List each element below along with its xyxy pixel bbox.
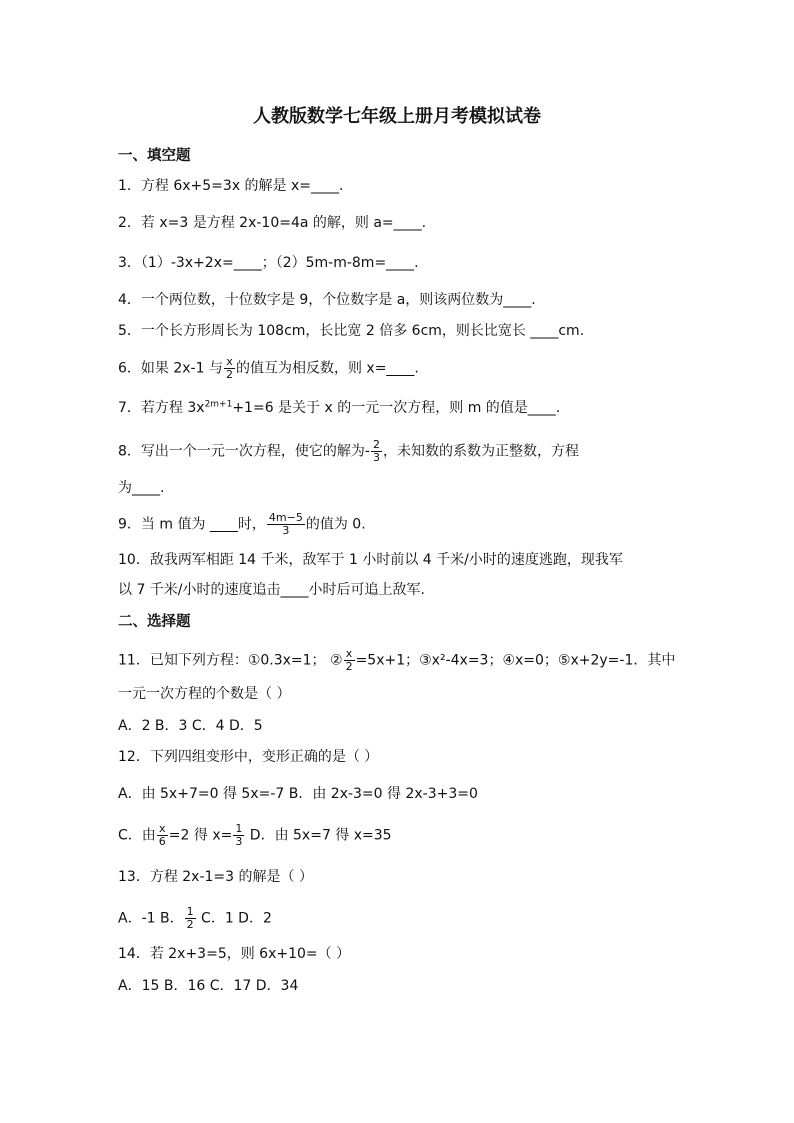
question-7-text-after: +1=6 是关于 x 的一元一次方程，则 m 的值是____. xyxy=(232,400,561,416)
question-11-line-2: 一元一次方程的个数是（ ） xyxy=(118,686,291,702)
fraction-1-over-2 xyxy=(185,906,196,931)
question-9-text-before: 9．当 m 值为 ____时， xyxy=(118,516,266,533)
question-9-text-after: 的值为 0. xyxy=(305,516,366,533)
question-14-stem: 14．若 2x+3=5，则 6x+10=（ ） xyxy=(118,946,351,962)
option-c-text-mid: =2 得 x= xyxy=(168,827,233,844)
fraction-numerator: x xyxy=(344,648,355,661)
question-14-options: A．15 B．16 C．17 D．34 xyxy=(118,978,299,994)
fraction-x-over-2 xyxy=(224,356,235,381)
question-3: 3．（1）-3x+2x=____；（2）5m-m-8m=____. xyxy=(118,255,419,271)
section-heading-fill-in: 一、填空题 xyxy=(118,148,191,164)
fraction-denominator: 2 xyxy=(225,368,233,381)
question-12-stem: 12．下列四组变形中，变形正确的是（ ） xyxy=(118,749,379,765)
fraction-denominator: 6 xyxy=(158,835,166,848)
fraction-numerator: 1 xyxy=(186,905,194,918)
page-title: 人教版数学七年级上册月考模拟试卷 xyxy=(253,106,541,127)
fraction-1-over-3 xyxy=(233,823,244,848)
fraction-numerator: 1 xyxy=(235,822,243,835)
question-12-options-ab: A．由 5x+7=0 得 5x=-7 B．由 2x-3=0 得 2x-3+3=0 xyxy=(118,786,478,802)
question-9 xyxy=(118,512,366,537)
question-13-options xyxy=(118,906,272,931)
fraction-numerator: 4m−5 xyxy=(268,511,303,524)
question-10-line-1: 10．敌我两军相距 14 千米，敌军于 1 小时前以 4 千米/小时的速度逃跑，现我军 xyxy=(118,552,623,568)
question-6 xyxy=(118,356,419,381)
option-d-text: D．由 5x=7 得 x=35 xyxy=(245,827,392,844)
fraction-x-over-6 xyxy=(157,823,168,848)
question-8-text-after: ，未知数的系数为正整数，方程 xyxy=(382,443,579,460)
question-12-options-cd xyxy=(118,823,392,848)
question-11-options: A．2 B．3 C．4 D．5 xyxy=(118,718,263,734)
fraction-numerator: x xyxy=(224,356,235,369)
fraction-numerator: x xyxy=(157,823,168,836)
question-7-text-before: 7．若方程 3x xyxy=(118,400,205,416)
fraction-2-over-3 xyxy=(371,439,382,464)
fraction-denominator: 3 xyxy=(372,451,380,464)
option-c-text-before: C．由 xyxy=(118,827,156,844)
question-4: 4．一个两位数，十位数字是 9，个位数字是 a，则该两位数为____. xyxy=(118,292,536,308)
fraction-numerator: 2 xyxy=(372,438,380,451)
question-11-part-1: 11．已知下列方程：①0.3x=1； ② xyxy=(118,652,343,669)
fraction-denominator: 3 xyxy=(235,835,243,848)
fraction-x-over-2 xyxy=(344,648,355,673)
question-1: 1．方程 6x+5=3x 的解是 x=____. xyxy=(118,178,344,194)
question-7 xyxy=(118,398,560,418)
question-8-text-before: 8．写出一个一元一次方程，使它的解为- xyxy=(118,443,370,460)
question-11 xyxy=(118,648,675,673)
fraction-denominator: 2 xyxy=(345,660,353,673)
question-11-part-2: =5x+1；③x²-4x=3；④x=0；⑤x+2y=-1．其中 xyxy=(355,652,676,669)
question-8 xyxy=(118,439,579,464)
question-6-text-before: 6．如果 2x-1 与 xyxy=(118,360,223,377)
option-c-d-text: C．1 D．2 xyxy=(196,910,272,927)
question-13-stem: 13．方程 2x-1=3 的解是（ ） xyxy=(118,869,313,885)
question-8-line-2: 为____. xyxy=(118,480,165,496)
exponent: 2m+1 xyxy=(204,399,233,410)
fraction-denominator: 2 xyxy=(186,918,194,931)
fraction-denominator: 3 xyxy=(282,524,290,537)
fraction-4m-5-over-3 xyxy=(267,512,305,537)
question-5: 5．一个长方形周长为 108cm，长比宽 2 倍多 6cm，则长比宽长 ____cm. xyxy=(118,323,585,339)
option-a-b-text: A．-1 B． xyxy=(118,910,184,927)
question-10-line-2: 以 7 千米/小时的速度追击____小时后可追上敌军. xyxy=(118,582,425,598)
question-6-text-after: 的值互为相反数，则 x=____. xyxy=(235,360,419,377)
question-2: 2．若 x=3 是方程 2x-10=4a 的解，则 a=____. xyxy=(118,215,427,231)
section-heading-multiple-choice: 二、选择题 xyxy=(118,614,191,630)
